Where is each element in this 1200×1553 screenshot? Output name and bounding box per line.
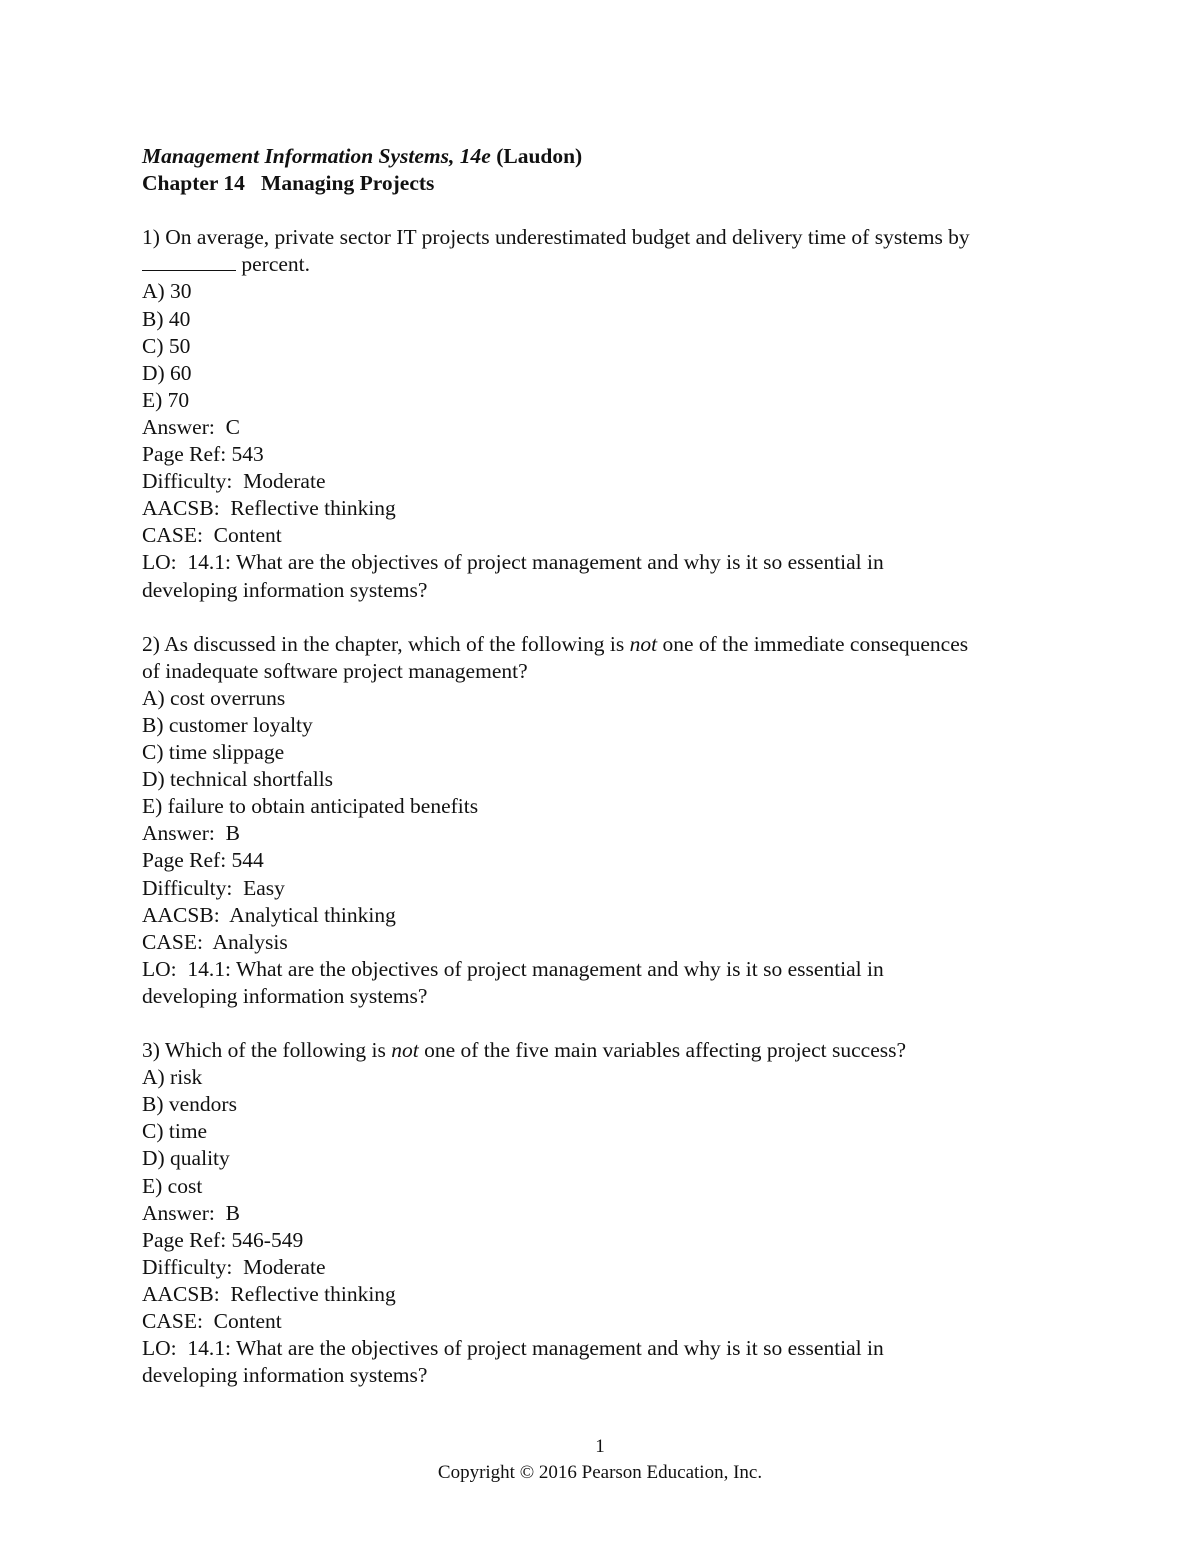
document-page [142,143,1082,1389]
question-2-stem-continued: of inadequate software project management? [142,658,528,683]
question-1-option-c: C) 50 [142,333,191,358]
question-2-option-c: C) time slippage [142,740,285,765]
question-3-answer: Answer: B [142,1200,240,1225]
question-2-option-b: B) customer loyalty [142,712,313,737]
question-3-option-e: E) cost [142,1173,203,1198]
question-1-stem-continued: percent. [142,251,1082,278]
document-header [142,143,1082,170]
question-3-difficulty: Difficulty: Moderate [142,1254,326,1279]
question-3 [142,1037,1082,1389]
emphasis-not: not [629,631,658,656]
question-1-case: CASE: Content [142,523,282,548]
question-1-option-d: D) 60 [142,360,192,385]
question-1-page-ref: Page Ref: 543 [142,442,264,467]
question-1 [142,224,1082,603]
question-3-option-a: A) risk [142,1065,203,1090]
question-2-page-ref: Page Ref: 544 [142,848,264,873]
question-3-option-d: D) quality [142,1146,230,1171]
question-3-lo-continued: developing information systems? [142,1363,428,1388]
question-1-option-b: B) 40 [142,306,191,331]
question-3-option-c: C) time [142,1119,208,1144]
question-3-option-b: B) vendors [142,1092,237,1117]
question-3-page-ref: Page Ref: 546-549 [142,1227,304,1252]
fill-in-blank [142,252,236,271]
book-title: Management Information Systems, 14e [142,144,491,168]
book-author: (Laudon) [496,144,583,168]
question-3-lo: LO: 14.1: What are the objectives of project management and why is it so essential in [142,1336,884,1361]
page-number: 1 [595,1436,605,1457]
question-2-lo-continued: developing information systems? [142,983,428,1008]
question-2-option-e: E) failure to obtain anticipated benefits [142,794,479,819]
emphasis-not: not [391,1038,419,1063]
question-2-option-a: A) cost overruns [142,685,286,710]
question-2-case: CASE: Analysis [142,929,288,954]
question-2-difficulty: Difficulty: Easy [142,875,285,900]
question-1-stem: 1) On average, private sector IT projects underestimated budget and delivery time of systems by [142,225,970,250]
question-2-lo: LO: 14.1: What are the objectives of project management and why is it so essential in [142,956,884,981]
chapter-title: Chapter 14 Managing Projects [142,171,435,196]
question-2-option-d: D) technical shortfalls [142,767,334,792]
question-1-answer: Answer: C [142,414,240,439]
question-1-lo-continued: developing information systems? [142,577,428,602]
question-2-aacsb: AACSB: Analytical thinking [142,902,396,927]
question-1-aacsb: AACSB: Reflective thinking [142,496,396,521]
question-2-stem: 2) As discussed in the chapter, which of the following is not one of the immediate consequences [142,631,969,656]
question-1-option-a: A) 30 [142,279,192,304]
question-3-stem: 3) Which of the following is not one of the five main variables affecting project success? [142,1038,907,1063]
question-3-case: CASE: Content [142,1309,282,1334]
question-2-answer: Answer: B [142,821,240,846]
question-3-aacsb: AACSB: Reflective thinking [142,1281,396,1306]
question-2 [142,631,1082,1010]
question-1-option-e: E) 70 [142,387,190,412]
question-1-lo: LO: 14.1: What are the objectives of project management and why is it so essential in [142,550,884,575]
question-1-difficulty: Difficulty: Moderate [142,469,326,494]
copyright-notice: Copyright © 2016 Pearson Education, Inc. [437,1462,763,1483]
